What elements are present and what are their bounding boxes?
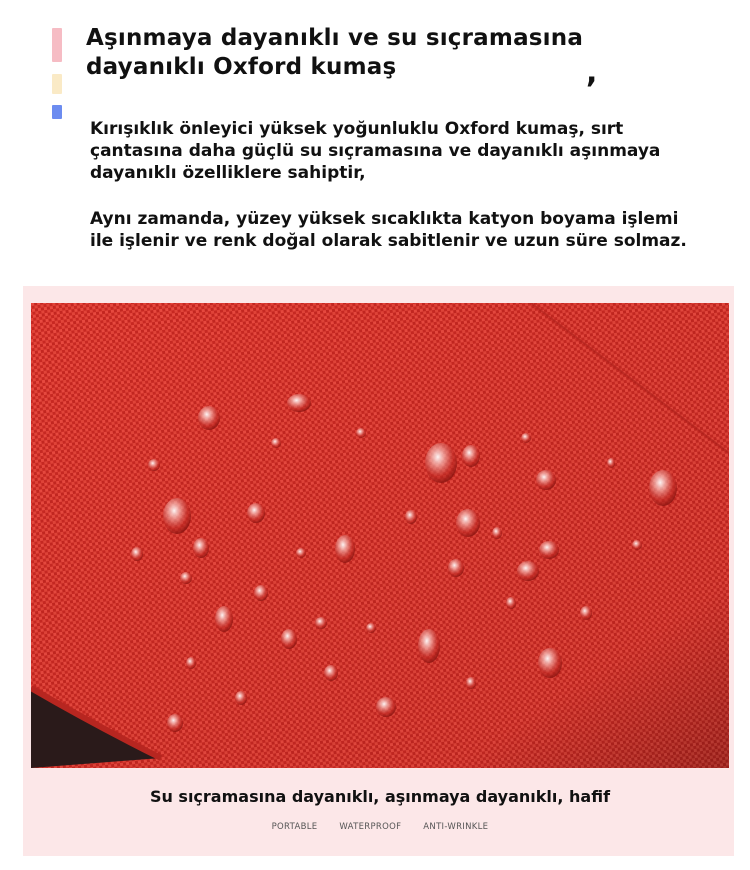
paragraph-2-line-1: Aynı zamanda, yüzey yüksek sıcaklıkta katyon boyama işlemi xyxy=(90,209,679,229)
tag-waterproof: WATERPROOF xyxy=(339,822,402,832)
fabric-water-droplets-image xyxy=(31,303,729,768)
paragraph-2-line-2: ile işlenir ve renk doğal olarak sabitlenir ve uzun süre solmaz. xyxy=(90,231,687,251)
paragraph-1-line-2: çantasına daha güçlü su sıçramasına ve dayanıklı aşınmaya xyxy=(90,141,661,161)
accent-bar-yellow xyxy=(52,74,62,94)
accent-bar-blue xyxy=(52,105,62,119)
heading-line-2: dayanıklı Oxford kumaş xyxy=(86,54,397,80)
page-heading xyxy=(86,24,646,82)
accent-bar-pink xyxy=(52,28,62,62)
tag-portable: PORTABLE xyxy=(271,822,318,832)
fabric-photo xyxy=(31,303,729,768)
feature-tags xyxy=(0,822,750,832)
feature-caption: Su sıçramasına dayanıklı, aşınmaya dayanıklı, hafif xyxy=(149,787,611,806)
heading-line-1: Aşınmaya dayanıklı ve su sıçramasına xyxy=(86,25,584,51)
heading-trailing-mark: , xyxy=(586,55,598,90)
description-paragraph-2 xyxy=(90,208,720,252)
paragraph-1-line-3: dayanıklı özelliklere sahiptir, xyxy=(90,163,366,183)
paragraph-1-line-1: Kırışıklık önleyici yüksek yoğunluklu Oxford kumaş, sırt xyxy=(90,119,624,139)
tag-anti-wrinkle: ANTI-WRINKLE xyxy=(423,822,489,832)
description-paragraph-1 xyxy=(90,118,720,184)
